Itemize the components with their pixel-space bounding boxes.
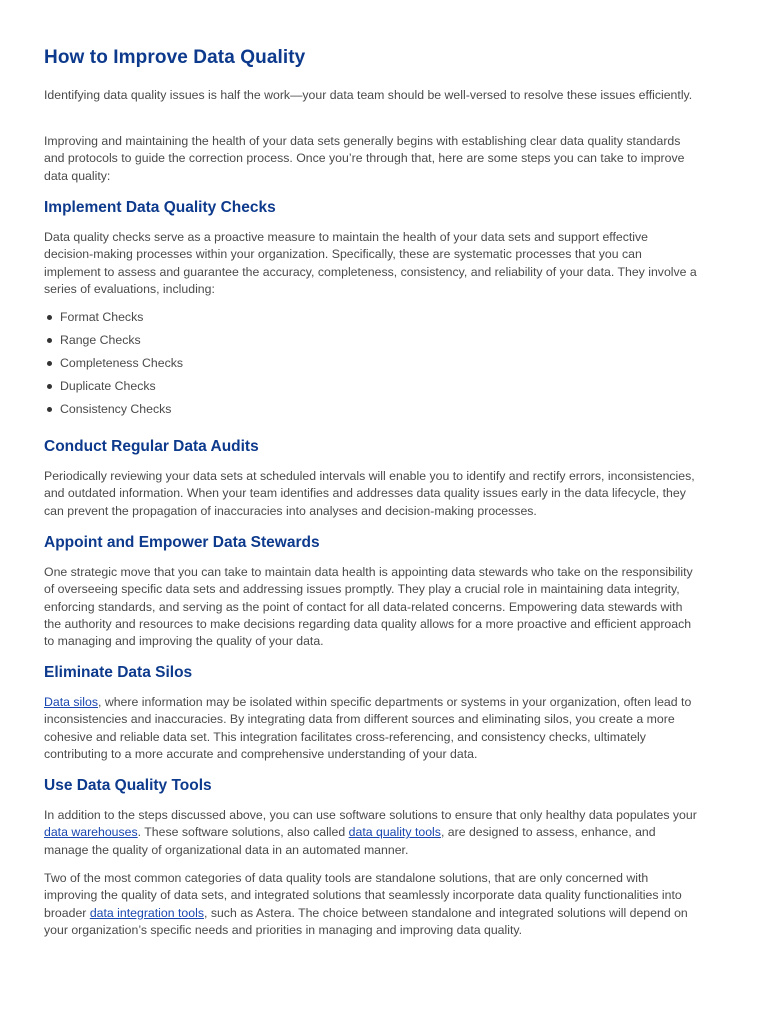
list-item: Consistency Checks [44,401,183,424]
tools-text-e: , such as Astera. The choice between standalone and integrated solutions will depend on your organization’s specific needs and priorities in managing and improving data quality. [44,905,688,937]
section-heading-stewards: Appoint and Empower Data Stewards [44,534,320,551]
silos-paragraph [44,694,699,763]
stewards-paragraph: One strategic move that you can take to maintain data health is appointing data stewards who take on the responsibility of overseeing specific data sets and addressing issues promptly. They play a crucial role in maintaining data integrity, enforcing standards, and serving as the point of contact for all data-related concerns. Empowering data stewards with the authority and resources to make decisions regarding data quality allows for a more proactive and efficient approach to managing and improving the quality of your data. [44,565,693,649]
tools-text-c: , are designed to assess, enhance, and manage the quality of organizational data in an automated manner. [44,825,656,857]
list-item: Format Checks [44,309,183,332]
tools-paragraph-2 [44,870,699,939]
data-quality-tools-link[interactable]: data quality tools [348,825,441,840]
data-silos-link[interactable]: Data silos [44,695,98,709]
data-warehouses-link[interactable]: data warehouses [44,825,138,840]
tools-text-b: . These software solutions, also called [137,825,349,840]
list-item: Completeness Checks [44,355,183,378]
silos-text: , where information may be isolated within specific departments or systems in your organization, often lead to inconsistencies and inaccuracies. By integrating data from different sources and eliminating silos, you create a more cohesive and reliable data set. This integration facilitates cross-referencing, and consistency checks, ultimately contributing to a more accurate and comprehensive understanding of your data. [44,695,692,761]
tools-paragraph-1 [44,807,699,859]
tools-text-a: In addition to the steps discussed above, you can use software solutions to ensure that only healthy data populates your [44,808,697,822]
intro-paragraph-2: Improving and maintaining the health of your data sets generally begins with establishing clear data quality standards and protocols to guide the correction process. Once you’re through that, here are some steps you can take to improve data quality: [44,134,685,183]
intro-paragraph-1: Identifying data quality issues is half the work—your data team should be well-versed to resolve these issues efficiently. [44,88,693,102]
section-heading-silos: Eliminate Data Silos [44,664,193,681]
section-heading-audits: Conduct Regular Data Audits [44,438,259,455]
page-title: How to Improve Data Quality [44,47,306,68]
list-item: Duplicate Checks [44,378,183,401]
data-integration-tools-link[interactable]: data integration tools [89,905,204,920]
audits-paragraph: Periodically reviewing your data sets at scheduled intervals will enable you to identify and rectify errors, inconsistencies, and outdated information. When your team identifies and addresses data quality issues early in the data lifecycle, they can prevent the propagation of inaccuracies into analyses and decision-making processes. [44,469,695,518]
checks-paragraph: Data quality checks serve as a proactive measure to maintain the health of your data sets and support effective decision-making processes within your organization. Specifically, these are systematic processes that you can implement to assess and guarantee the accuracy, completeness, consistency, and reliability of your data. They involve a series of evaluations, including: [44,230,697,296]
section-heading-checks: Implement Data Quality Checks [44,199,276,216]
list-item: Range Checks [44,332,183,355]
tools-text-d: Two of the most common categories of data quality tools are standalone solutions, that are only concerned with improving the quality of data sets, and integrated solutions that seamlessly incorporate data quality functionalities into broader [44,871,682,920]
checks-list [44,309,183,424]
section-heading-tools: Use Data Quality Tools [44,777,212,794]
